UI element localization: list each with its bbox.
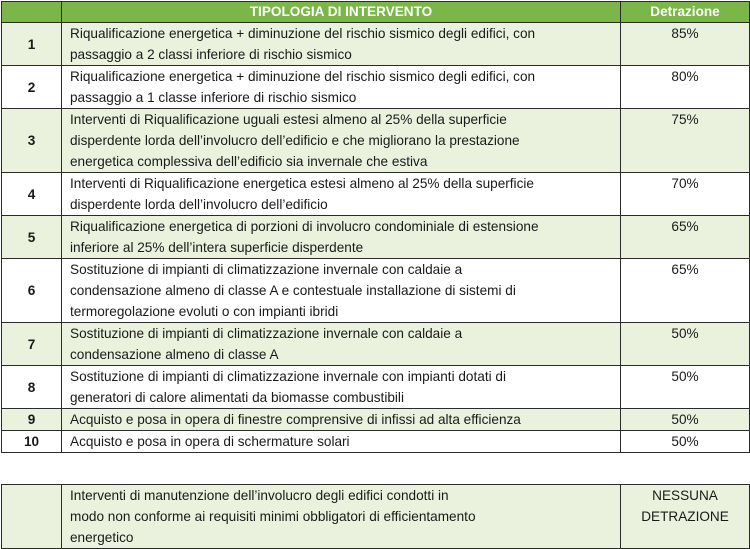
table-row <box>2 109 750 173</box>
row-number: 8 <box>2 366 62 409</box>
description-line: passaggio a 1 classe inferiore di rischio sismico <box>70 90 357 105</box>
row-description <box>62 323 621 366</box>
row-detrazione: 50% <box>621 431 750 453</box>
row-number: 9 <box>2 409 62 431</box>
note-row <box>2 485 750 549</box>
table-row <box>2 173 750 216</box>
description-line: disperdente lorda dell’involucro dell’edificio <box>70 197 328 212</box>
description-line: Sostituzione di impianti di climatizzazione invernale con impianti dotati di <box>70 369 506 384</box>
row-detrazione: 50% <box>621 366 750 409</box>
table-row <box>2 366 750 409</box>
row-detrazione: 75% <box>621 109 750 173</box>
note-ded-line-1: NESSUNA <box>652 488 718 503</box>
row-description <box>62 431 621 453</box>
description-line: Interventi di Riqualificazione uguali estesi almeno al 25% della superficie <box>70 112 507 127</box>
header-detrazione: Detrazione <box>621 2 750 23</box>
note-description <box>62 485 621 549</box>
description-line: disperdente lorda dell’involucro dell’edificio e che migliorano la prestazione <box>70 133 520 148</box>
row-detrazione: 80% <box>621 66 750 109</box>
row-number: 2 <box>2 66 62 109</box>
description-line: termoregolazione evoluti o con impianti ibridi <box>70 304 339 319</box>
header-tipologia: TIPOLOGIA DI INTERVENTO <box>62 2 621 23</box>
row-number: 1 <box>2 23 62 66</box>
row-number: 3 <box>2 109 62 173</box>
row-description <box>62 216 621 259</box>
table-row <box>2 23 750 66</box>
row-detrazione: 50% <box>621 323 750 366</box>
description-line: condensazione almeno di classe A e contestuale installazione di sistemi di <box>70 283 516 298</box>
description-line: Riqualificazione energetica + diminuzione del rischio sismico degli edifici, con <box>70 26 536 41</box>
description-line: Sostituzione di impianti di climatizzazione invernale con caldaie a <box>70 326 463 341</box>
row-detrazione: 65% <box>621 259 750 323</box>
table-row <box>2 216 750 259</box>
note-line-3: energetico <box>70 530 134 545</box>
row-detrazione: 50% <box>621 409 750 431</box>
row-description <box>62 366 621 409</box>
description-line: condensazione almeno di classe A <box>70 347 279 362</box>
description-line: inferiore al 25% dell’intera superficie disperdente <box>70 240 364 255</box>
description-line: Acquisto e posa in opera di schermature solari <box>70 434 350 449</box>
header-number-cell <box>2 2 62 23</box>
row-number: 4 <box>2 173 62 216</box>
row-detrazione: 65% <box>621 216 750 259</box>
row-detrazione: 70% <box>621 173 750 216</box>
description-line: passaggio a 2 classi inferiore di rischio sismico <box>70 47 352 62</box>
table-row <box>2 66 750 109</box>
row-detrazione: 85% <box>621 23 750 66</box>
row-description <box>62 259 621 323</box>
row-number: 7 <box>2 323 62 366</box>
note-ded-line-2: DETRAZIONE <box>641 509 729 524</box>
description-line: energetica complessiva dell’edificio sia invernale che estiva <box>70 154 428 169</box>
row-description <box>62 409 621 431</box>
description-line: Acquisto e posa in opera di finestre comprensive di infissi ad alta efficienza <box>70 412 521 427</box>
note-number-cell <box>2 485 62 549</box>
description-line: Interventi di Riqualificazione energetica estesi almeno al 25% della superficie <box>70 176 534 191</box>
table-row <box>2 409 750 431</box>
row-number: 5 <box>2 216 62 259</box>
description-line: Sostituzione di impianti di climatizzazione invernale con caldaie a <box>70 262 463 277</box>
description-line: generatori di calore alimentati da biomasse combustibili <box>70 390 404 405</box>
interventions-table <box>1 1 750 453</box>
note-table <box>1 484 750 549</box>
note-detrazione <box>621 485 750 549</box>
table-header-row <box>2 2 750 23</box>
note-line-2: modo non conforme ai requisiti minimi obbligatori di efficientamento <box>70 509 476 524</box>
row-number: 6 <box>2 259 62 323</box>
description-line: Riqualificazione energetica di porzioni di involucro condominiale di estensione <box>70 219 539 234</box>
row-description <box>62 23 621 66</box>
description-line: Riqualificazione energetica + diminuzione del rischio sismico degli edifici, con <box>70 69 536 84</box>
row-description <box>62 109 621 173</box>
row-number: 10 <box>2 431 62 453</box>
table-row <box>2 259 750 323</box>
table-row <box>2 323 750 366</box>
row-description <box>62 66 621 109</box>
row-description <box>62 173 621 216</box>
note-line-1: Interventi di manutenzione dell’involucro degli edifici condotti in <box>70 488 449 503</box>
table-row <box>2 431 750 453</box>
